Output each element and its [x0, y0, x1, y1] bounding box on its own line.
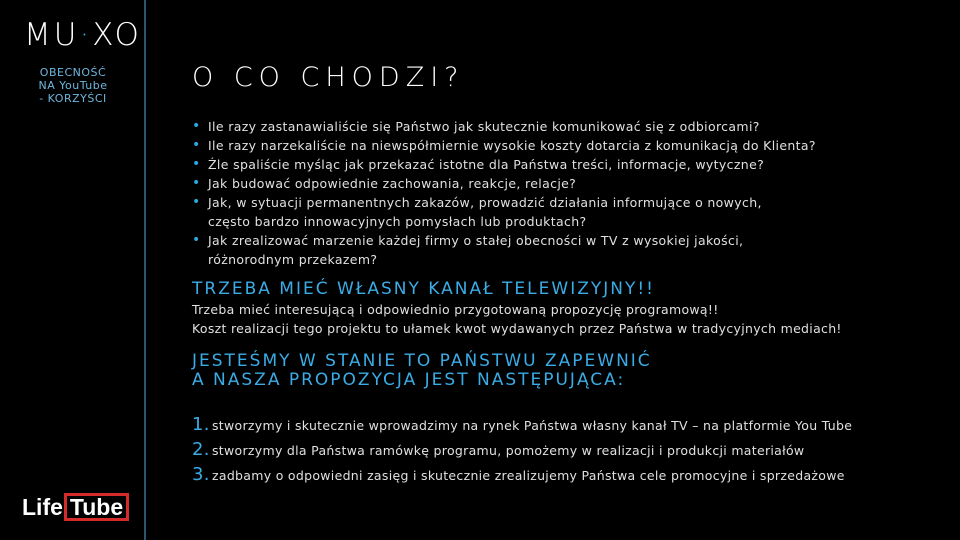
step-text: stworzymy i skutecznie wprowadzimy na rynek Państwa własny kanał TV – na platformie You Tube — [212, 418, 853, 433]
step-text: stworzymy dla Państwa ramówkę programu, pomożemy w realizacji i produkcji materiałów — [212, 443, 805, 458]
step-item — [192, 439, 852, 464]
list-item: • Jak budować odpowiednie zachowania, reakcje, relacje? — [192, 175, 577, 191]
page-title: O CO CHODZI? — [192, 62, 465, 93]
section-heading-proposal — [192, 352, 652, 390]
lifetube-tube: Tube — [64, 493, 129, 521]
question-list — [192, 117, 816, 269]
bullet-icon: • — [192, 118, 201, 134]
lifetube-life: Life — [22, 493, 63, 520]
bullet-icon: • — [192, 232, 201, 248]
bullet-icon: • — [192, 156, 201, 172]
section-heading-own-channel: TRZEBA MIEĆ WŁASNY KANAŁ TELEWIZYJNY!! — [192, 279, 655, 299]
section-paragraph — [192, 300, 842, 338]
paragraph-line: Koszt realizacji tego projektu to ułamek kwot wydawanych przez Państwa w tradycyjnych mediach! — [192, 321, 842, 336]
sidebar-nav-line: - KORZYŚCI — [39, 92, 107, 105]
sidebar-nav-line: OBECNOŚĆ — [39, 66, 107, 79]
logo-dot: · — [79, 17, 93, 53]
heading-line: A NASZA PROPOZYCJA JEST NASTĘPUJĄCA: — [192, 370, 626, 390]
bullet-icon: • — [192, 137, 201, 153]
proposal-steps — [192, 414, 852, 489]
sidebar-nav-line: NA YouTube — [38, 79, 108, 92]
paragraph-line: Trzeba mieć interesującą i odpowiednio przygotowaną propozycję programową!! — [192, 302, 719, 317]
sidebar-nav-item[interactable] — [0, 66, 146, 105]
list-item: • Jak, w sytuacji permanentnych zakazów, prowadzić działania informujące o nowych, często bardzo innowacyjnych pomysłach lub produktach? — [192, 194, 762, 229]
muxo-logo[interactable]: MU·XO — [24, 17, 142, 53]
bullet-icon: • — [192, 194, 201, 210]
bullet-icon: • — [192, 175, 201, 191]
step-number: 1. — [192, 414, 210, 435]
list-item: • Jak zrealizować marzenie każdej firmy o stałej obecności w TV z wysokiej jakości, różnorodnym przekazem? — [192, 232, 744, 267]
step-item — [192, 464, 852, 489]
step-text: zadbamy o odpowiedni zasięg i skutecznie zrealizujemy Państwa cele promocyjne i sprzedażowe — [212, 468, 845, 483]
lifetube-logo[interactable] — [22, 492, 129, 522]
sidebar — [0, 0, 146, 540]
list-item: • Ile razy narzekaliście na niewspółmiernie wysokie koszty dotarcia z komunikacją do Klienta? — [192, 137, 816, 153]
list-item: • Źle spaliście myśląc jak przekazać istotne dla Państwa treści, informacje, wytyczne? — [192, 156, 765, 172]
step-item — [192, 414, 852, 439]
list-item: • Ile razy zastanawialiście się Państwo jak skutecznie komunikować się z odbiorcami? — [192, 118, 760, 134]
step-number: 3. — [192, 464, 210, 485]
heading-line: JESTEŚMY W STANIE TO PAŃSTWU ZAPEWNIĆ — [192, 351, 652, 371]
step-number: 2. — [192, 439, 210, 460]
